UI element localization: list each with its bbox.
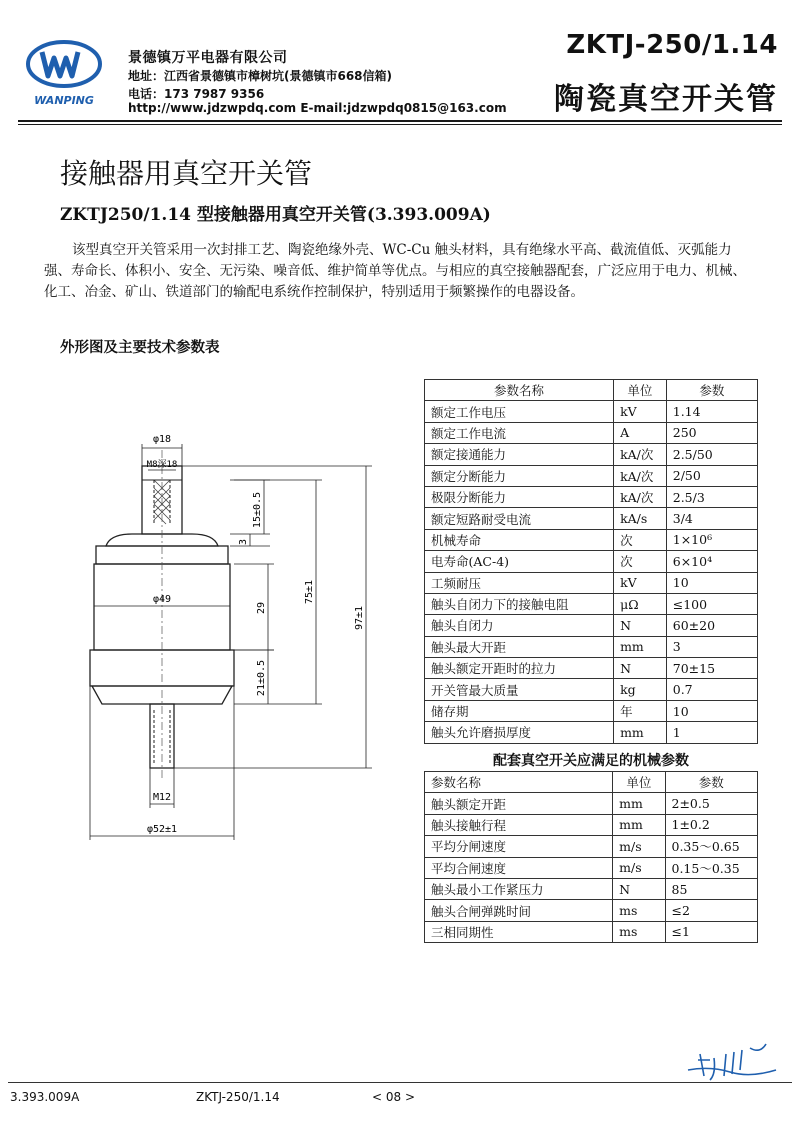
dim-label: 97±1	[354, 605, 365, 631]
unit-cell: 次	[614, 551, 667, 572]
value-cell: 3/4	[666, 508, 757, 529]
param-name-cell: 触头自闭力下的接触电阻	[425, 593, 614, 614]
unit-cell: 次	[614, 529, 667, 550]
param-name-cell: 触头接触行程	[425, 814, 613, 835]
param-name-cell: 储存期	[425, 700, 614, 721]
param-name-cell: 额定分断能力	[425, 465, 614, 486]
param-name-cell: 触头额定开距	[425, 793, 613, 814]
dim-label: 75±1	[304, 579, 315, 605]
param-name-cell: 工频耐压	[425, 572, 614, 593]
value-cell: 85	[665, 878, 758, 899]
value-cell: 2.5/50	[666, 444, 757, 465]
table-row	[425, 900, 758, 921]
unit-cell: kV	[614, 572, 667, 593]
table-row	[425, 615, 758, 636]
unit-cell: m/s	[613, 857, 665, 878]
page-number: < 08 >	[372, 1090, 416, 1104]
param-name-cell: 触头最小工作紧压力	[425, 878, 613, 899]
table-row	[425, 401, 758, 422]
column-header: 参数名称	[425, 380, 614, 401]
value-cell: 0.35～0.65	[665, 836, 758, 857]
dim-label: 21±0.5	[256, 659, 267, 697]
dim-label: 15±0.5	[252, 491, 263, 529]
mechanical-table	[424, 771, 758, 943]
unit-cell: kA/次	[614, 486, 667, 507]
param-name-cell: 触头合闸弹跳时间	[425, 900, 613, 921]
dim-label: 29	[256, 601, 267, 615]
value-cell: 1	[666, 722, 757, 743]
unit-cell: ms	[613, 921, 665, 942]
param-name-cell: 平均分闸速度	[425, 836, 613, 857]
company-address: 地址：江西省景德镇市樟树坑(景德镇市668信箱)	[128, 69, 393, 83]
description-paragraph: 该型真空开关管采用一次封排工艺、陶瓷绝缘外壳、WC-Cu 触头材料，具有绝缘水平高、截流值低、灭弧能力强、寿命长、体积小、安全、无污染、噪音低、维护简单等优点。与相应的真空接触器配套，广泛应用于电力、机械、化工、冶金、矿山、铁道部门的输配电系统作控制保护，特别适用于频繁操作的电器设备。	[44, 242, 746, 300]
table-row	[425, 572, 758, 593]
column-header: 单位	[613, 772, 665, 793]
column-header: 参数	[666, 380, 757, 401]
footer-doc-code: 3.393.009A	[10, 1090, 80, 1104]
value-cell: 3	[666, 636, 757, 657]
param-name-cell: 电寿命(AC-4)	[425, 551, 614, 572]
dim-label: 3	[238, 538, 249, 546]
unit-cell: mm	[613, 793, 665, 814]
company-web: http://www.jdzwpdq.com E-mail:jdzwpdq0815@163.com	[128, 101, 507, 115]
table-header-row	[425, 772, 758, 793]
unit-cell: mm	[614, 722, 667, 743]
value-cell: 70±15	[666, 658, 757, 679]
value-cell: ≤1	[665, 921, 758, 942]
footer-model: ZKTJ-250/1.14	[196, 1090, 280, 1104]
value-cell: 6×10⁴	[666, 551, 757, 572]
wanping-logo	[18, 38, 110, 110]
value-cell: 1.14	[666, 401, 757, 422]
unit-cell: kA/次	[614, 465, 667, 486]
table-row	[425, 529, 758, 550]
param-name-cell: 极限分断能力	[425, 486, 614, 507]
outline-drawing	[70, 420, 400, 860]
param-name-cell: 开关管最大质量	[425, 679, 614, 700]
table-row	[425, 700, 758, 721]
unit-cell: mm	[614, 636, 667, 657]
table-row	[425, 465, 758, 486]
param-name-cell: 触头额定开距时的拉力	[425, 658, 614, 679]
value-cell: 10	[666, 572, 757, 593]
unit-cell: kA/s	[614, 508, 667, 529]
unit-cell: N	[614, 615, 667, 636]
table-row	[425, 593, 758, 614]
param-name-cell: 触头最大开距	[425, 636, 614, 657]
dim-label: M12	[152, 792, 172, 803]
value-cell: 2.5/3	[666, 486, 757, 507]
header-rule	[18, 120, 782, 122]
table-row	[425, 921, 758, 942]
param-name-cell: 触头允许磨损厚度	[425, 722, 614, 743]
spec-table	[424, 379, 758, 744]
dim-label: φ18	[152, 434, 172, 445]
table-row	[425, 857, 758, 878]
unit-cell: μΩ	[614, 593, 667, 614]
param-name-cell: 额定短路耐受电流	[425, 508, 614, 529]
wanping-signature-mark	[680, 1040, 780, 1084]
value-cell: 2/50	[666, 465, 757, 486]
company-name: 景德镇万平电器有限公司	[128, 50, 288, 66]
mechanical-table-body	[425, 793, 758, 943]
unit-cell: mm	[613, 814, 665, 835]
unit-cell: kA/次	[614, 444, 667, 465]
table-row	[425, 486, 758, 507]
unit-cell: ms	[613, 900, 665, 921]
brand-text: WANPING	[34, 94, 94, 107]
unit-cell: m/s	[613, 836, 665, 857]
dim-label: M8深18	[146, 460, 178, 470]
value-cell: 10	[666, 700, 757, 721]
value-cell: ≤100	[666, 593, 757, 614]
unit-cell: kg	[614, 679, 667, 700]
table-row	[425, 814, 758, 835]
param-name-cell: 额定工作电流	[425, 422, 614, 443]
value-cell: 2±0.5	[665, 793, 758, 814]
value-cell: 0.7	[666, 679, 757, 700]
spec-table-body	[425, 401, 758, 743]
unit-cell: A	[614, 422, 667, 443]
param-name-cell: 机械寿命	[425, 529, 614, 550]
value-cell: 1±0.2	[665, 814, 758, 835]
table-row	[425, 793, 758, 814]
unit-cell: kV	[614, 401, 667, 422]
model-name: 陶瓷真空开关管	[554, 82, 778, 117]
param-name-cell: 平均合闸速度	[425, 857, 613, 878]
dim-label: φ49	[152, 594, 172, 605]
param-name-cell: 触头自闭力	[425, 615, 614, 636]
table-row	[425, 636, 758, 657]
section-title: 外形图及主要技术参数表	[60, 340, 220, 356]
value-cell: 60±20	[666, 615, 757, 636]
value-cell: ≤2	[665, 900, 758, 921]
value-cell: 250	[666, 422, 757, 443]
page-title: 接触器用真空开关管	[60, 157, 313, 190]
unit-cell: N	[613, 878, 665, 899]
page-subtitle: ZKTJ250/1.14 型接触器用真空开关管(3.393.009A)	[60, 205, 491, 225]
table2-title: 配套真空开关应满足的机械参数	[493, 753, 689, 769]
column-header: 单位	[614, 380, 667, 401]
table-row	[425, 444, 758, 465]
table-row	[425, 658, 758, 679]
company-phone: 电话：173 7987 9356	[128, 87, 265, 101]
value-cell: 0.15～0.35	[665, 857, 758, 878]
dim-label: φ52±1	[146, 824, 178, 835]
table-row	[425, 422, 758, 443]
param-name-cell: 额定接通能力	[425, 444, 614, 465]
column-header: 参数名称	[425, 772, 613, 793]
unit-cell: N	[614, 658, 667, 679]
model-code: ZKTJ-250/1.14	[566, 30, 778, 60]
footer-rule	[8, 1082, 792, 1083]
table-header-row	[425, 380, 758, 401]
value-cell: 1×10⁶	[666, 529, 757, 550]
column-header: 参数	[665, 772, 758, 793]
table-row	[425, 679, 758, 700]
table-row	[425, 878, 758, 899]
param-name-cell: 额定工作电压	[425, 401, 614, 422]
unit-cell: 年	[614, 700, 667, 721]
table-row	[425, 836, 758, 857]
table-row	[425, 722, 758, 743]
header-rule-thin	[18, 124, 782, 125]
table-row	[425, 551, 758, 572]
param-name-cell: 三相同期性	[425, 921, 613, 942]
table-row	[425, 508, 758, 529]
